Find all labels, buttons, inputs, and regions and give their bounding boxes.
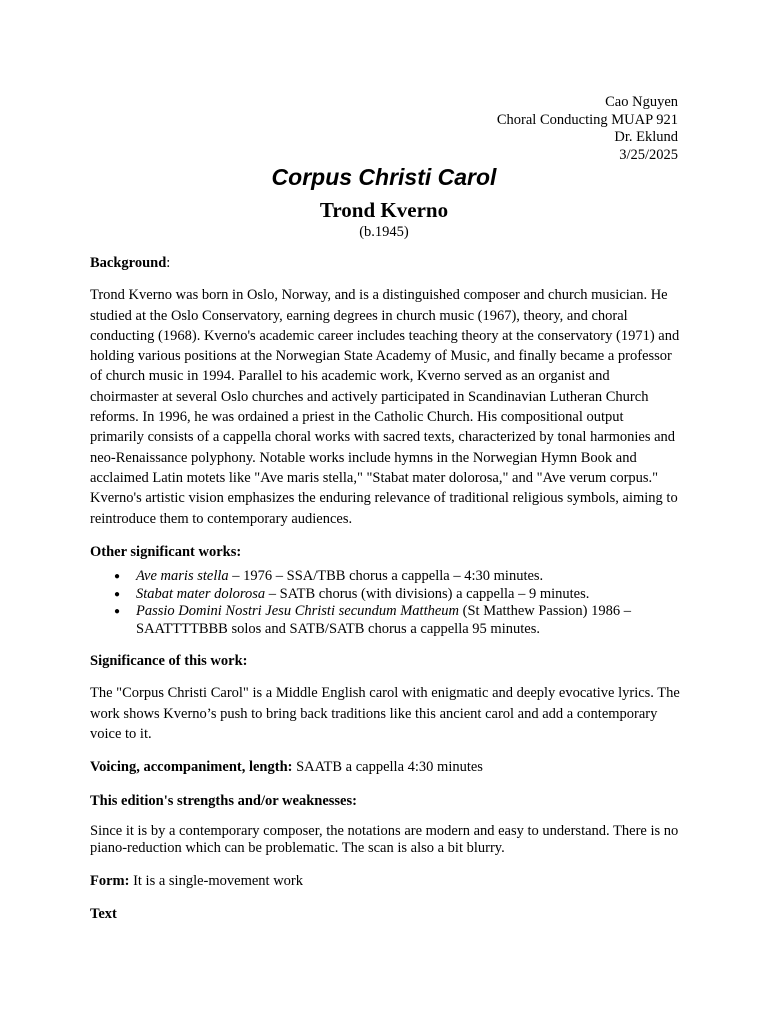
document-date: 3/25/2025 [619,146,678,163]
composer-name: Trond Kverno [319,198,449,222]
header-block [497,94,678,164]
text-heading: Text [90,906,117,923]
author-name: Cao Nguyen [605,94,678,110]
other-works-heading: Other significant works: [90,543,242,560]
significance-heading: Significance of this work: [90,653,248,670]
list-item: ● Stabat mater dolorosa – SATB chorus (with divisions) a cappella – 9 minutes. [136,586,680,604]
instructor-name: Dr. Eklund [614,129,678,145]
background-paragraph: Trond Kverno was born in Oslo, Norway, and is a distinguished composer and church musician. He studied at the Oslo Conservatory, earning degrees in church music (1967), theory, and choral conducting (1968). Kverno's academic career includes teaching theory at the conservatory (1971) and holding various positions at the Norwegian State Academy of Music, and finally became a professor of church music in 1994. Parallel to his academic work, Kverno served as an organist and choirmaster at several Oslo churches and actively participated in Scandinavian Lutheran Church reforms. In 1996, he was ordained a priest in the Catholic Church. His compositional output primarily consists of a cappella choral works with sacred texts, characterized by tonal harmonies and neo-Renaissance polyphony. Notable works include hymns in the Norwegian Hymn Book and acclaimed Latin motets like "Ave maris stella," "Stabat mater dolorosa," and "Ave verum corpus." Kverno's artistic vision emphasizes the enduring relevance of traditional religious symbols, aiming to reintroduce them to contemporary audiences. [90,287,680,527]
significance-paragraph: The "Corpus Christi Carol" is a Middle English carol with enigmatic and deeply evocative lyrics. The work shows Kverno’s push to bring back traditions like this ancient carol and add a contemporary voice to it. [90,685,680,743]
edition-paragraph: Since it is by a contemporary composer, the notations are modern and easy to understand. There is no piano-reduction which can be problematic. The scan is also a bit blurry. [90,822,679,857]
form-line: Form: It is a single-movement work [90,872,304,889]
composer-dates: (b.1945) [359,224,409,240]
list-item: ● Ave maris stella – 1976 – SSA/TBB chorus a cappella – 4:30 minutes. [136,568,680,586]
document-body [90,253,680,925]
works-list [90,568,680,638]
course-name: Choral Conducting MUAP 921 [496,111,678,128]
background-heading: Background: [90,255,171,271]
list-item: ● Passio Domini Nostri Jesu Christi secundum Mattheum (St Matthew Passion) 1986 – SAATTTTBBB solos and SATB/SATB chorus a cappella 95 minutes. [136,603,680,638]
voicing-line: Voicing, accompaniment, length: SAATB a cappella 4:30 minutes [90,759,483,776]
edition-heading: This edition's strengths and/or weaknesses: [90,792,357,809]
piece-title: Corpus Christi Carol [271,164,497,190]
